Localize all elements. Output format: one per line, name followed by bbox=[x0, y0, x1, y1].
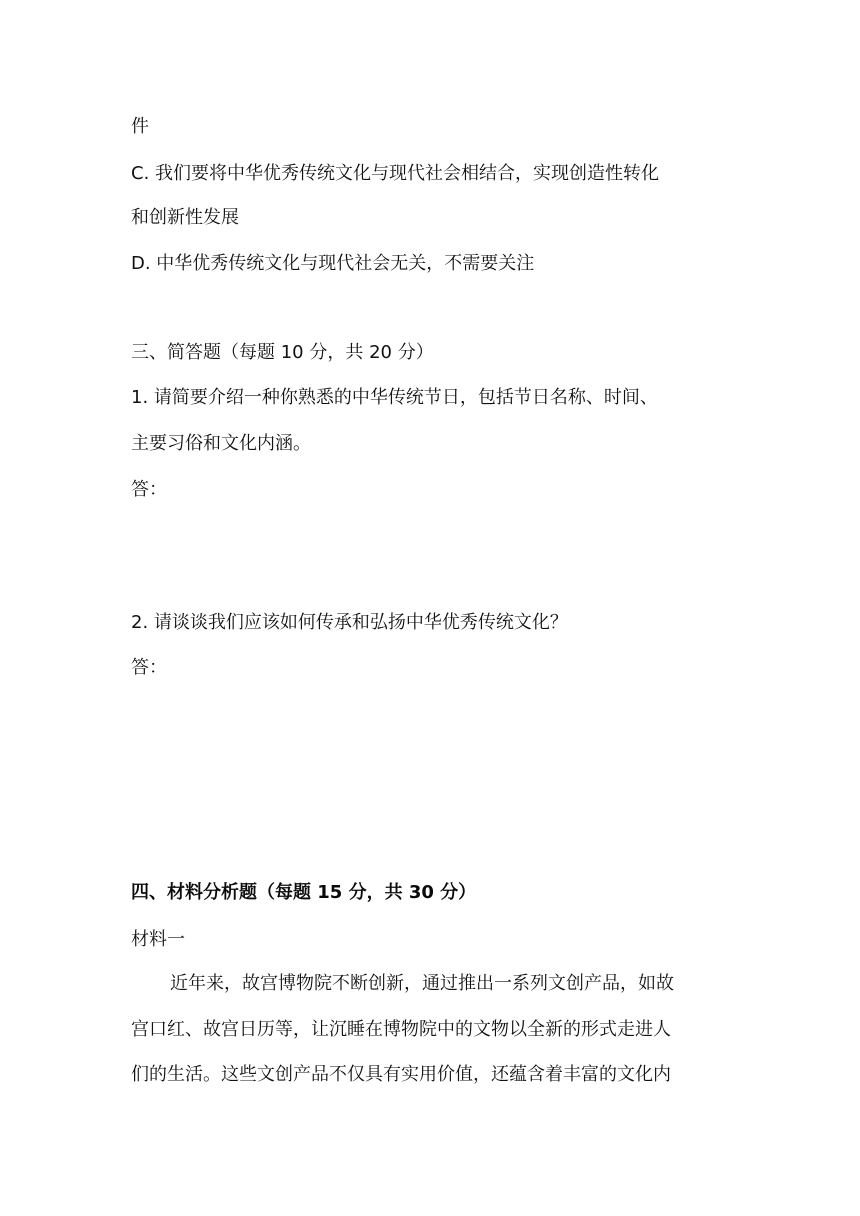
section-3-heading: 三、简答题（每题 10 分，共 20 分） bbox=[131, 342, 434, 363]
material-1-para-line-1: 近年来，故宫博物院不断创新，通过推出一系列文创产品，如故 bbox=[170, 973, 674, 994]
section-4-heading: 四、材料分析题（每题 15 分，共 30 分） bbox=[131, 882, 477, 903]
question-1-line-2: 主要习俗和文化内涵。 bbox=[131, 433, 311, 454]
question-2-answer-label: 答： bbox=[131, 657, 167, 678]
question-2: 2. 请谈谈我们应该如何传承和弘扬中华优秀传统文化？ bbox=[131, 612, 568, 633]
material-1-para-line-2: 宫口红、故宫日历等，让沉睡在博物院中的文物以全新的形式走进人 bbox=[131, 1019, 671, 1040]
prev-question-tail: 件 bbox=[131, 116, 149, 137]
option-c-line-1: C. 我们要将中华优秀传统文化与现代社会相结合，实现创造性转化 bbox=[131, 163, 660, 184]
material-1-para-line-3: 们的生活。这些文创产品不仅具有实用价值，还蕴含着丰富的文化内 bbox=[131, 1064, 671, 1085]
option-d: D. 中华优秀传统文化与现代社会无关，不需要关注 bbox=[131, 253, 535, 274]
option-c-line-2: 和创新性发展 bbox=[131, 207, 239, 228]
question-1-answer-label: 答： bbox=[131, 479, 167, 500]
material-1-title: 材料一 bbox=[131, 929, 185, 950]
question-1-line-1: 1. 请简要介绍一种你熟悉的中华传统节日，包括节日名称、时间、 bbox=[131, 387, 658, 408]
